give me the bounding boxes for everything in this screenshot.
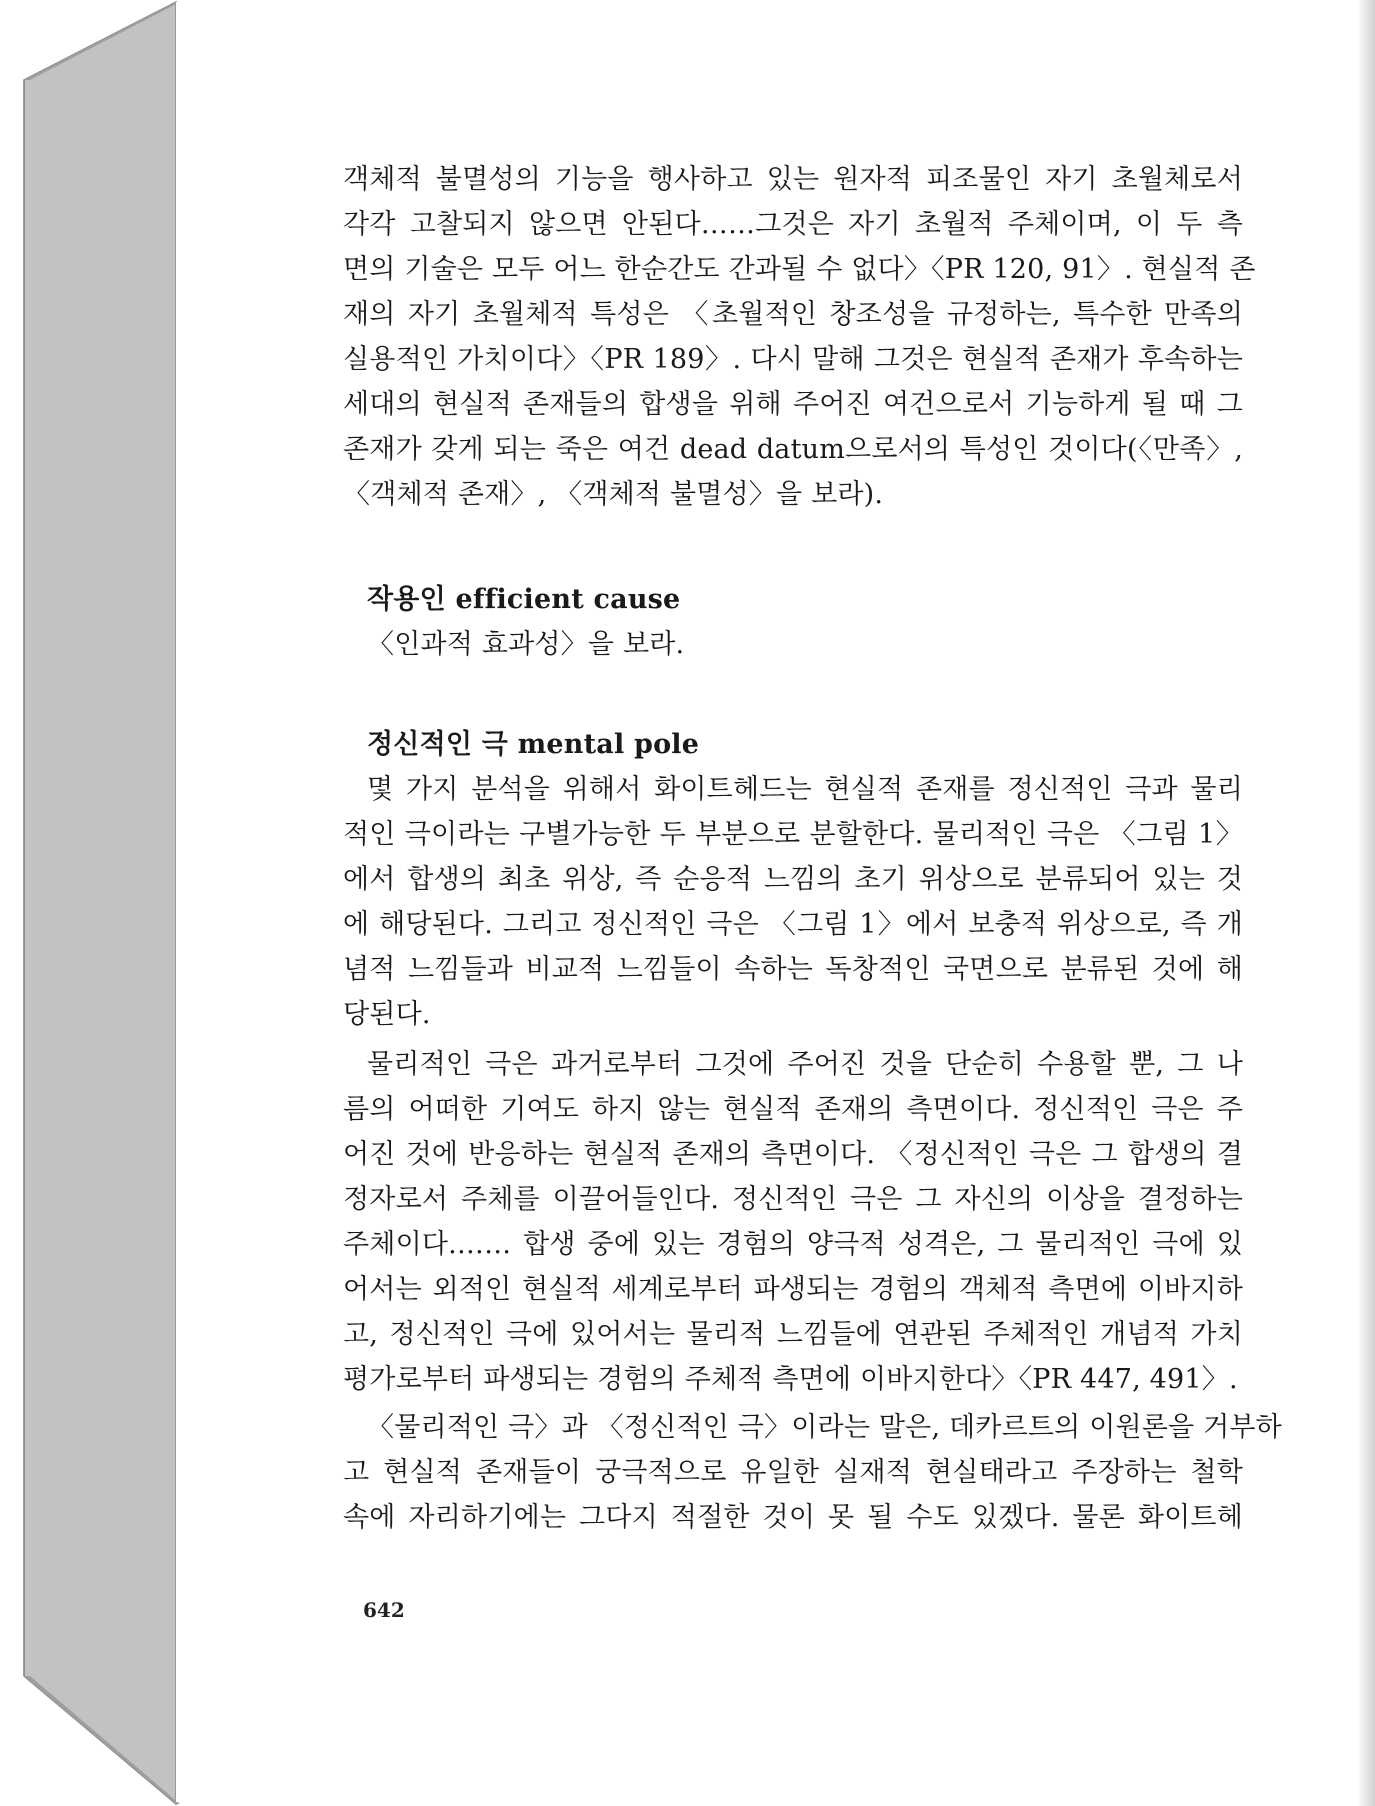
page-number: 642 xyxy=(363,1598,405,1622)
body-line: 세대의 현실적 존재들의 합생을 위해 주어진 여건으로서 기능하게 될 때 그 xyxy=(343,389,1243,420)
body-line: 념적 느낌들과 비교적 느낌들이 속하는 독창적인 국면으로 분류된 것에 해 xyxy=(343,954,1243,985)
body-line: 정자로서 주체를 이끌어들인다. 정신적인 극은 그 자신의 이상을 결정하는 xyxy=(343,1184,1243,1215)
body-line: 물리적인 극은 과거로부터 그것에 주어진 것을 단순히 수용할 뿐, 그 나 xyxy=(367,1049,1243,1080)
body-line: 〈객체적 존재〉, 〈객체적 불멸성〉을 보라). xyxy=(343,479,884,510)
body-line: 에서 합생의 최초 위상, 즉 순응적 느낌의 초기 위상으로 분류되어 있는 것 xyxy=(343,864,1243,895)
body-line: 재의 자기 초월체적 특성은 〈초월적인 창조성을 규정하는, 특수한 만족의 xyxy=(343,299,1243,330)
body-line: 주체이다.…… 합생 중에 있는 경험의 양극적 성격은, 그 물리적인 극에 있 xyxy=(343,1229,1243,1260)
body-line: 각각 고찰되지 않으면 안된다……그것은 자기 초월적 주체이며, 이 두 측 xyxy=(343,209,1243,240)
body-line: 〈물리적인 극〉과 〈정신적인 극〉이라는 말은, 데카르트의 이원론을 거부하 xyxy=(367,1412,1282,1443)
body-line: 고, 정신적인 극에 있어서는 물리적 느낌들에 연관된 주체적인 개념적 가치 xyxy=(343,1319,1243,1350)
body-line: 름의 어떠한 기여도 하지 않는 현실적 존재의 측면이다. 정신적인 극은 주 xyxy=(343,1094,1243,1125)
body-line: 에 해당된다. 그리고 정신적인 극은 〈그림 1〉에서 보충적 위상으로, 즉 개 xyxy=(343,909,1243,940)
body-line: 존재가 갖게 되는 죽은 여건 dead datum으로서의 특성인 것이다(〈만족〉, xyxy=(343,434,1243,465)
body-line: 실용적인 가치이다〉〈PR 189〉. 다시 말해 그것은 현실적 존재가 후속하는 xyxy=(343,344,1243,375)
body-line: 적인 극이라는 구별가능한 두 부분으로 분할한다. 물리적인 극은 〈그림 1〉 xyxy=(343,819,1243,850)
body-line: 객체적 불멸성의 기능을 행사하고 있는 원자적 피조물인 자기 초월체로서 xyxy=(343,164,1243,195)
body-line: 어진 것에 반응하는 현실적 존재의 측면이다. 〈정신적인 극은 그 합생의 결 xyxy=(343,1139,1243,1170)
body-line: 면의 기술은 모두 어느 한순간도 간과될 수 없다〉〈PR 120, 91〉. 현실적 존 xyxy=(343,254,1256,285)
body-line: 당된다. xyxy=(343,999,431,1030)
body-line: 어서는 외적인 현실적 세계로부터 파생되는 경험의 객체적 측면에 이바지하 xyxy=(343,1274,1243,1305)
page-body xyxy=(343,160,1282,1560)
body-line: 평가로부터 파생되는 경험의 주체적 측면에 이바지한다〉〈PR 447, 491〉. xyxy=(343,1364,1238,1395)
body-line: 고 현실적 존재들이 궁극적으로 유일한 실재적 현실태라고 주장하는 철학 xyxy=(343,1457,1243,1488)
entry-heading-mental-pole: 정신적인 극 mental pole xyxy=(367,729,700,760)
entry-text-efficient-cause: 〈인과적 효과성〉을 보라. xyxy=(367,629,685,660)
entry-heading-efficient-cause: 작용인 efficient cause xyxy=(367,584,681,615)
page-edge-shadow xyxy=(1357,0,1375,1806)
body-line: 몇 가지 분석을 위해서 화이트헤드는 현실적 존재를 정신적인 극과 물리 xyxy=(367,774,1243,805)
body-line: 속에 자리하기에는 그다지 적절한 것이 못 될 수도 있겠다. 물론 화이트헤 xyxy=(343,1502,1243,1533)
